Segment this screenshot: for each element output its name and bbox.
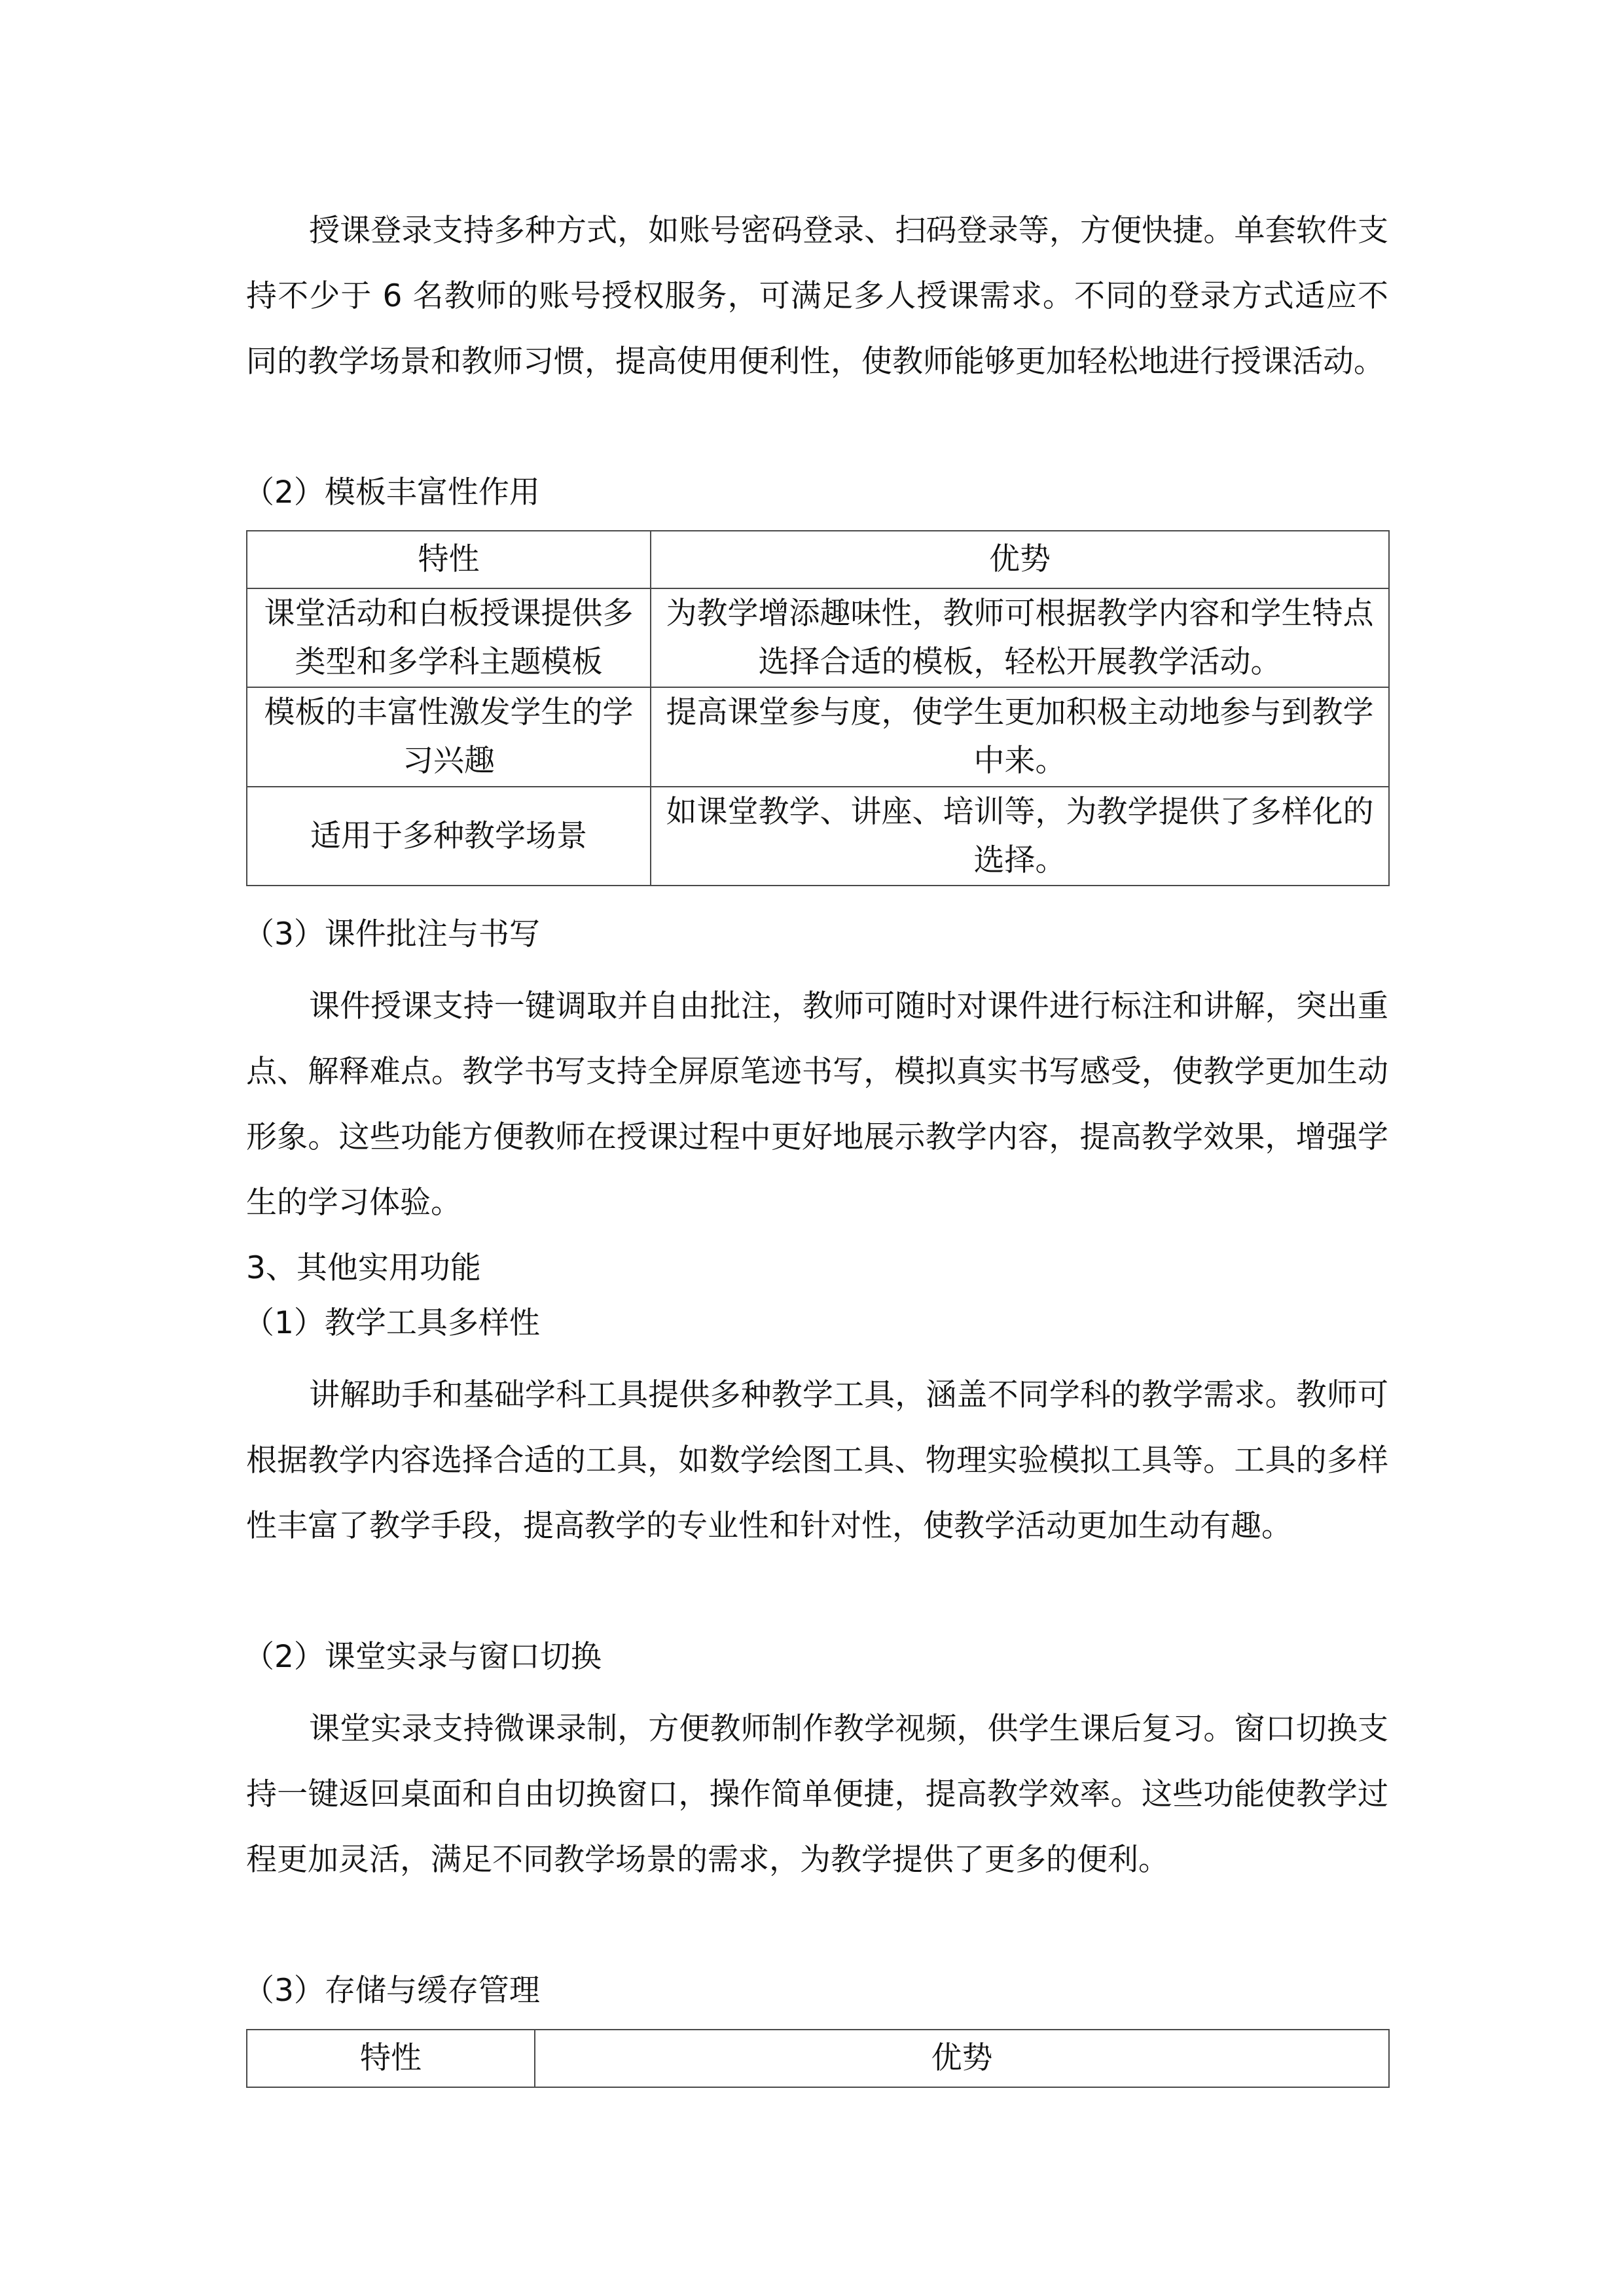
paragraph-teaching-tools: 讲解助手和基础学科工具提供多种教学工具，涵盖不同学科的教学需求。教师可根据教学内容选择合适的工具，如数学绘图工具、物理实验模拟工具等。工具的多样性丰富了教学手段，提高教学的专业性和针对性，使教学活动更加生动有趣。 xyxy=(246,1377,1388,1544)
template-features-table xyxy=(246,530,1390,886)
table-header-row xyxy=(247,531,1389,588)
heading-teaching-tools: （1）教学工具多样性 xyxy=(244,1305,540,1341)
heading-template-richness: （2）模板丰富性作用 xyxy=(244,475,540,511)
heading-recording-window-switch: （2）课堂实录与窗口切换 xyxy=(244,1639,602,1675)
table-header-row xyxy=(247,2030,1389,2087)
paragraph-login-methods: 授课登录支持多种方式，如账号密码登录、扫码登录等，方便快捷。单套软件支持不少于 6 名教师的账号授权服务，可满足多人授课需求。不同的登录方式适应不同的教学场景和教师习惯，提高使用便利性，使教师能够更加轻松地进行授课活动。 xyxy=(246,213,1388,380)
table-cell-feature: 模板的丰富性激发学生的学习兴趣 xyxy=(247,687,651,787)
heading-other-functions: 3、其他实用功能 xyxy=(246,1250,481,1286)
table-cell-advantage: 为教学增添趣味性，教师可根据教学内容和学生特点选择合适的模板，轻松开展教学活动。 xyxy=(651,588,1389,687)
table-cell-feature: 课堂活动和白板授课提供多类型和多学科主题模板 xyxy=(247,588,651,687)
table-cell-advantage: 提高课堂参与度，使学生更加积极主动地参与到教学中来。 xyxy=(651,687,1389,787)
heading-storage-cache: （3）存储与缓存管理 xyxy=(244,1973,540,2009)
paragraph-recording-window-switch: 课堂实录支持微课录制，方便教师制作教学视频，供学生课后复习。窗口切换支持一键返回桌面和自由切换窗口，操作简单便捷，提高教学效率。这些功能使教学过程更加灵活，满足不同教学场景的需求，为教学提供了更多的便利。 xyxy=(246,1711,1388,1878)
table-row xyxy=(247,787,1389,886)
table-header-feature: 特性 xyxy=(247,2030,535,2087)
paragraph-courseware-annotation: 课件授课支持一键调取并自由批注，教师可随时对课件进行标注和讲解，突出重点、解释难点。教学书写支持全屏原笔迹书写，模拟真实书写感受，使教学更加生动形象。这些功能方便教师在授课过程中更好地展示教学内容，提高教学效果，增强学生的学习体验。 xyxy=(246,988,1388,1221)
storage-features-table xyxy=(246,2029,1390,2088)
table-header-feature: 特性 xyxy=(247,531,651,588)
table-header-advantage: 优势 xyxy=(535,2030,1389,2087)
table-cell-advantage: 如课堂教学、讲座、培训等，为教学提供了多样化的选择。 xyxy=(651,787,1389,886)
table-row xyxy=(247,687,1389,787)
table-row xyxy=(247,588,1389,687)
heading-courseware-annotation: （3）课件批注与书写 xyxy=(244,916,540,952)
table-cell-feature: 适用于多种教学场景 xyxy=(247,787,651,886)
table-header-advantage: 优势 xyxy=(651,531,1389,588)
